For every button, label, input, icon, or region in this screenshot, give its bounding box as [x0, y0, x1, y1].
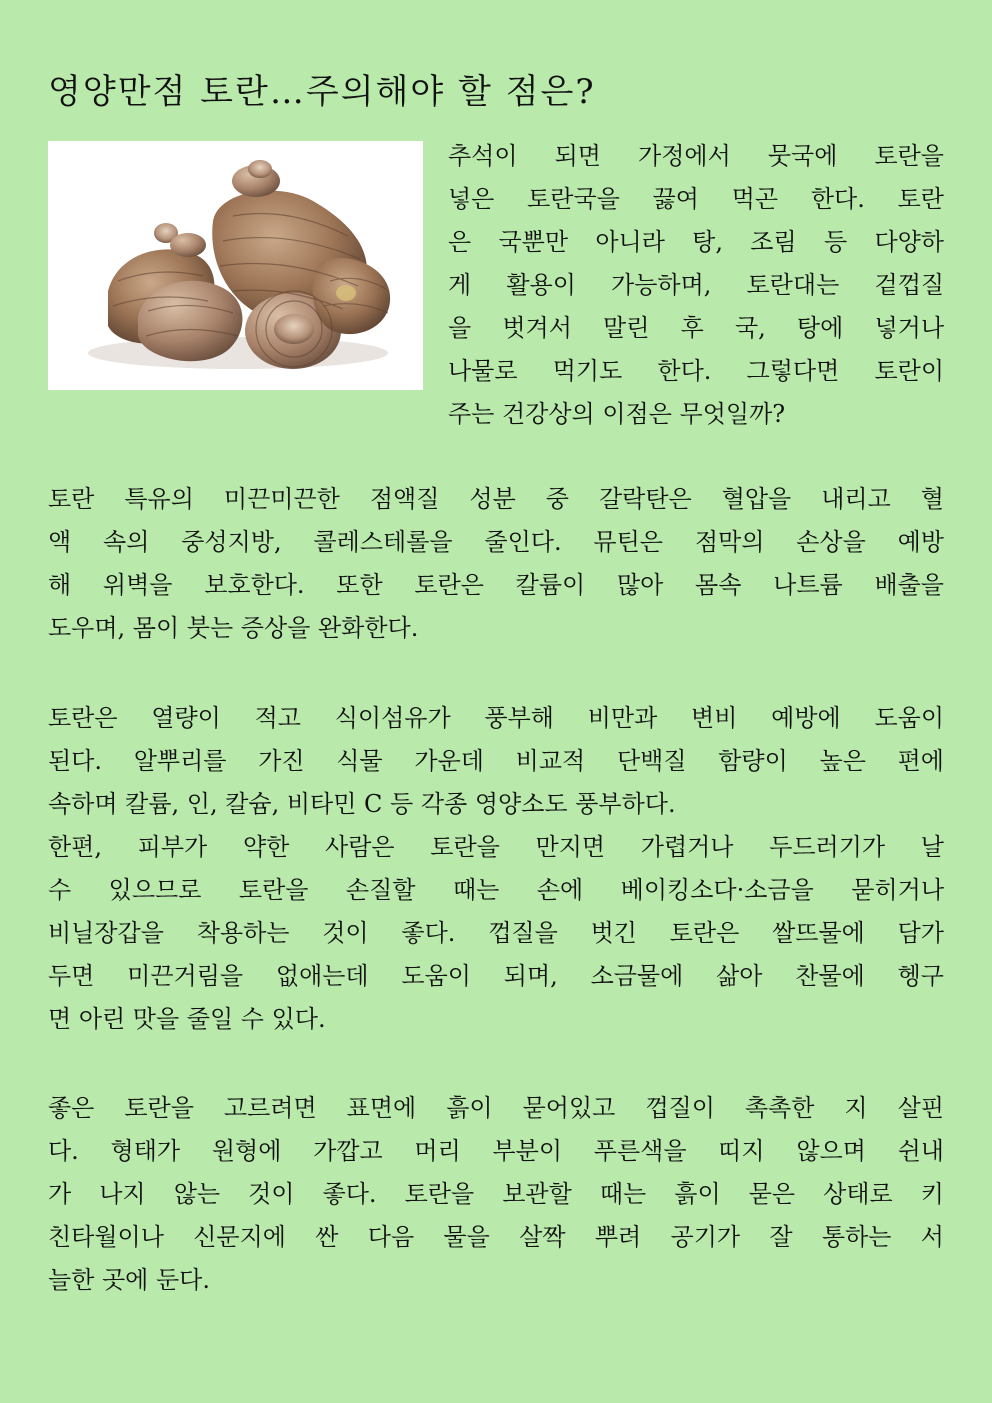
paragraph-line: 해 위벽을 보호한다. 또한 토란은 칼륨이 많아 몸속 나트륨 배출을: [48, 571, 944, 599]
paragraph-line: 속하며 칼륨, 인, 칼슘, 비타민 C 등 각종 영양소도 풍부하다.: [48, 790, 676, 818]
taro-illustration: [48, 141, 423, 390]
paragraph-line: 좋은 토란을 고르려면 표면에 흙이 묻어있고 껍질이 촉촉한 지 살핀: [48, 1094, 944, 1122]
paragraph-line: 수 있으므로 토란을 손질할 때는 손에 베이킹소다·소금을 묻히거나: [48, 876, 944, 904]
paragraph-line: 토란 특유의 미끈미끈한 점액질 성분 중 갈락탄은 혈압을 내리고 혈: [48, 485, 944, 513]
intro-text: [448, 135, 944, 436]
intro-line: 주는 건강상의 이점은 무엇일까?: [448, 400, 786, 428]
paragraph-line: 다. 형태가 원형에 가깝고 머리 부분이 푸른색을 띠지 않으며 쉰내: [48, 1137, 944, 1165]
paragraph-line: 가 나지 않는 것이 좋다. 토란을 보관할 때는 흙이 묻은 상태로 키: [48, 1180, 944, 1208]
intro-line: 은 국뿐만 아니라 탕, 조림 등 다양하: [448, 228, 944, 256]
paragraph-line: 된다. 알뿌리를 가진 식물 가운데 비교적 단백질 함량이 높은 편에: [48, 747, 944, 775]
intro-line: 추석이 되면 가정에서 뭇국에 토란을: [448, 142, 944, 170]
paragraph-line: 두면 미끈거림을 없애는데 도움이 되며, 소금물에 삶아 찬물에 헹구: [48, 962, 944, 990]
paragraph-line: 토란은 열량이 적고 식이섬유가 풍부해 비만과 변비 예방에 도움이: [48, 704, 944, 732]
intro-line: 나물로 먹기도 한다. 그렇다면 토란이: [448, 357, 944, 385]
paragraph-line: 한편, 피부가 약한 사람은 토란을 만지면 가렵거나 두드러기가 날: [48, 833, 944, 861]
taro-photo: [48, 141, 423, 390]
intro-line: 넣은 토란국을 끓여 먹곤 한다. 토란: [448, 185, 944, 213]
paragraph-nutrition-caution: [48, 697, 944, 1041]
paragraph-line: 면 아린 맛을 줄일 수 있다.: [48, 1005, 326, 1033]
paragraph-selection-storage: [48, 1087, 944, 1302]
paragraph-health-benefits: [48, 478, 944, 650]
paragraph-line: 늘한 곳에 둔다.: [48, 1266, 210, 1294]
paragraph-line: 비닐장갑을 착용하는 것이 좋다. 껍질을 벗긴 토란은 쌀뜨물에 담가: [48, 919, 944, 947]
article-title: 영양만점 토란…주의해야 할 점은?: [48, 72, 596, 112]
paragraph-line: 액 속의 중성지방, 콜레스테롤을 줄인다. 뮤틴은 점막의 손상을 예방: [48, 528, 944, 556]
paragraph-line: 친타월이나 신문지에 싼 다음 물을 살짝 뿌려 공기가 잘 통하는 서: [48, 1223, 944, 1251]
paragraph-line: 도우며, 몸이 붓는 증상을 완화한다.: [48, 614, 419, 642]
intro-line: 게 활용이 가능하며, 토란대는 겉껍질: [448, 271, 944, 299]
intro-line: 을 벗겨서 말린 후 국, 탕에 넣거나: [448, 314, 944, 342]
